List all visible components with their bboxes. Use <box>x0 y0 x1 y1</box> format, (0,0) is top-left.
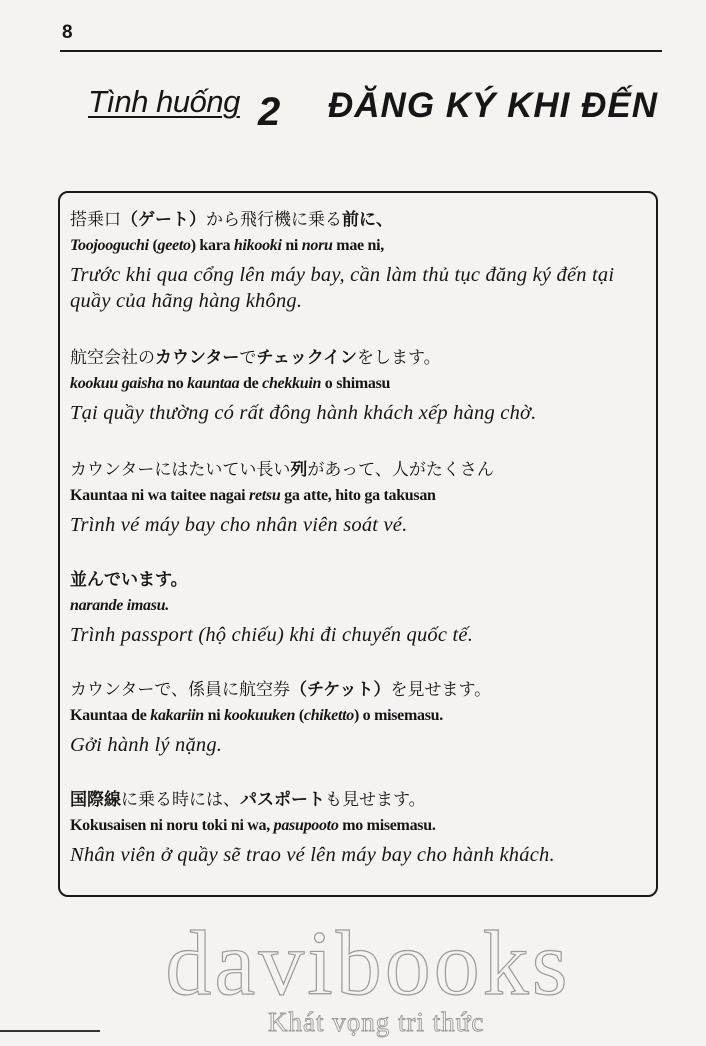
japanese-segment: （チケット） <box>289 680 391 700</box>
japanese-line <box>70 789 655 811</box>
japanese-segment: カウンター <box>155 348 240 368</box>
romaji-segment: kookuuken <box>224 707 296 724</box>
romaji-segment: de <box>239 375 263 392</box>
entry-2 <box>70 347 655 426</box>
bottom-edge-mark <box>0 1030 100 1032</box>
romaji-segment: narande imasu. <box>70 597 169 614</box>
japanese-segment: 並んでいます。 <box>70 570 188 590</box>
entry-5 <box>70 679 655 758</box>
japanese-line <box>70 569 655 591</box>
watermark-brand: davibooks <box>165 912 571 1014</box>
vietnamese-translation: Trình vé máy bay cho nhân viên soát vé. <box>70 514 408 536</box>
romaji-line <box>70 373 655 395</box>
japanese-segment: カウンターで、係員に航空券 <box>70 680 290 700</box>
romaji-segment: ) o misemasu. <box>353 707 443 724</box>
japanese-segment: 列 <box>290 460 308 480</box>
situation-number: 2 <box>258 90 281 134</box>
entry-1 <box>70 209 655 314</box>
content-box <box>58 191 658 897</box>
entry-6 <box>70 789 655 868</box>
romaji-segment: chekkuin <box>262 375 322 392</box>
romaji-segment: pasupooto <box>273 817 339 834</box>
japanese-line <box>70 347 655 369</box>
vietnamese-translation: Gởi hành lý nặng. <box>70 734 223 756</box>
romaji-segment: mae ni, <box>332 237 384 254</box>
header-rule <box>60 50 662 52</box>
japanese-segment: から飛行機に乗る <box>206 210 342 230</box>
romaji-segment: Kokusaisen ni noru toki ni wa, <box>70 817 274 834</box>
page-number: 8 <box>62 22 73 43</box>
romaji-segment: no <box>163 375 188 392</box>
romaji-segment: Toojooguchi <box>70 237 149 254</box>
japanese-segment: 搭乗口 <box>70 210 121 230</box>
entry-3 <box>70 459 655 538</box>
romaji-segment: ( <box>148 237 158 254</box>
romaji-segment: ( <box>295 707 304 724</box>
japanese-segment: をします。 <box>356 348 441 368</box>
romaji-segment: mo misemasu. <box>338 817 436 834</box>
japanese-line <box>70 209 655 231</box>
vietnamese-translation: Trước khi qua cổng lên máy bay, cần làm thủ tục đăng ký đến tại quầy của hãng hàng không. <box>70 264 615 312</box>
romaji-segment: Kauntaa de <box>70 707 151 724</box>
romaji-segment: ) kara <box>190 237 234 254</box>
romaji-line <box>70 595 655 617</box>
vietnamese-translation: Tại quầy thường có rất đông hành khách xếp hàng chờ. <box>70 402 537 424</box>
romaji-line <box>70 705 655 727</box>
japanese-segment: カウンターにはたいてい長い <box>70 460 291 480</box>
situation-label: Tình huống <box>88 84 240 119</box>
japanese-segment: 国際線 <box>70 790 121 810</box>
japanese-segment: に乗る時には、 <box>121 790 240 810</box>
section-title: ĐĂNG KÝ KHI ĐẾN <box>328 86 659 125</box>
romaji-segment: o shimasu <box>321 375 391 392</box>
japanese-segment: チェックイン <box>256 348 357 368</box>
romaji-segment: chiketto <box>303 707 354 724</box>
romaji-line <box>70 485 655 507</box>
japanese-segment: も見せます。 <box>325 790 426 810</box>
romaji-line <box>70 815 655 837</box>
japanese-segment: 前に、 <box>342 210 393 230</box>
japanese-segment: を見せます。 <box>390 680 492 700</box>
romaji-segment: Kauntaa ni wa taitee nagai <box>70 487 250 504</box>
watermark <box>0 912 706 1037</box>
romaji-line <box>70 235 655 257</box>
romaji-segment: geeto <box>157 237 191 254</box>
japanese-line <box>70 459 655 481</box>
japanese-segment: があって、人がたくさん <box>307 460 494 480</box>
romaji-segment: ni <box>203 707 225 724</box>
vietnamese-translation: Nhân viên ở quầy sẽ trao vé lên máy bay cho hành khách. <box>70 844 555 866</box>
japanese-segment: で <box>239 348 257 368</box>
japanese-line <box>70 679 655 701</box>
vietnamese-translation: Trình passport (hộ chiếu) khi đi chuyến quốc tế. <box>70 624 474 646</box>
romaji-segment: kakariin <box>150 707 204 724</box>
page-heading <box>88 84 668 144</box>
japanese-segment: （ゲート） <box>121 210 206 230</box>
romaji-segment: hikooki <box>233 237 282 254</box>
romaji-segment: kookuu gaisha <box>70 375 164 392</box>
japanese-segment: 航空会社の <box>70 348 155 368</box>
japanese-segment: パスポート <box>240 790 325 810</box>
watermark-tagline: Khát vọng tri thức <box>268 1007 485 1037</box>
romaji-segment: kauntaa <box>187 375 240 392</box>
entry-4 <box>70 569 655 648</box>
romaji-segment: retsu <box>249 487 281 504</box>
romaji-segment: ga atte, hito ga takusan <box>280 487 436 504</box>
romaji-segment: noru <box>301 237 333 254</box>
romaji-segment: ni <box>281 237 302 254</box>
